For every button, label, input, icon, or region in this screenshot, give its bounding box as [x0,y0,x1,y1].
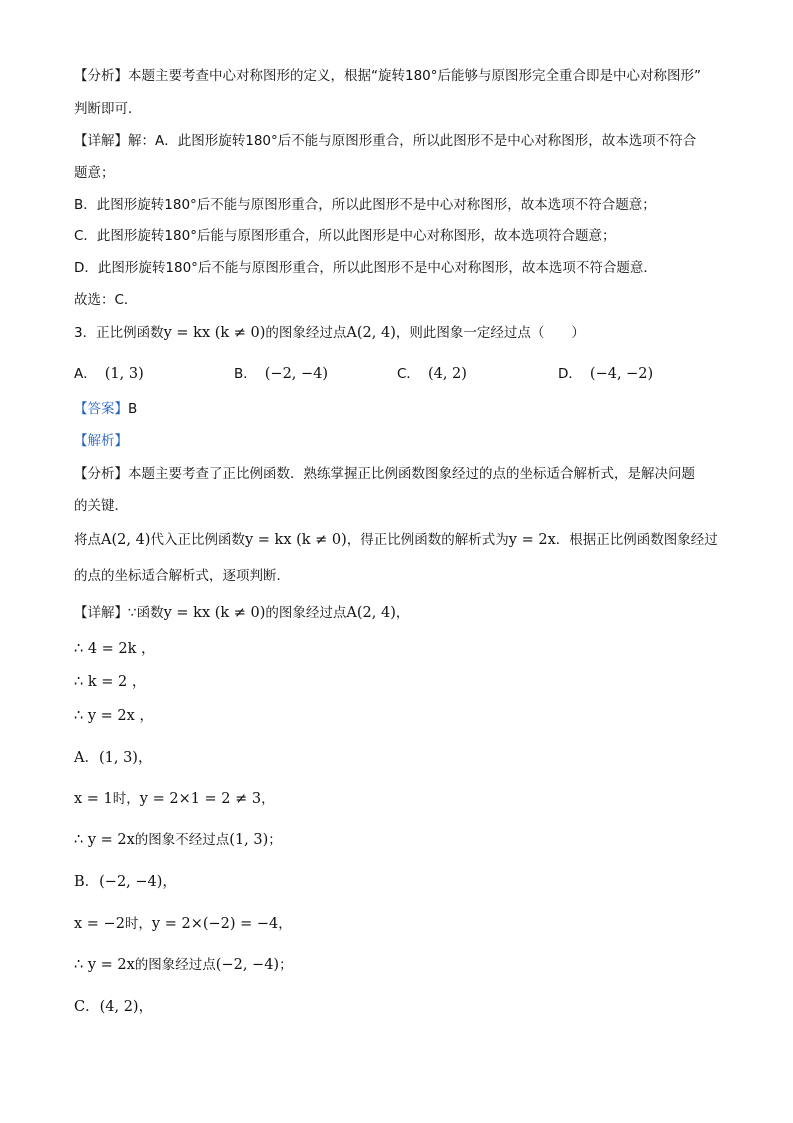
text: 的图象不经过点 [134,832,230,848]
point: (1, 3) [229,832,269,848]
stem-text-c: ，则此图象一定经过点（ ） [395,325,585,341]
check-a-result [74,830,733,850]
text: 【详解】∵函数 [74,605,164,621]
answer-tag: 【答案】 [74,401,128,417]
check-b-calc [74,914,733,934]
point: (−2, −4) [215,957,280,973]
detail3-line-2: ∴ 4 = 2k ， [74,641,156,657]
option-b-value: (−2, −4) [264,366,329,382]
x-value: x = −2 [74,916,125,932]
analysis3-line-3 [74,530,733,550]
answer-value: B [128,401,138,417]
text: ，得正比例函数的解析式为 [346,532,509,548]
point-a: A(2, 4) [101,532,151,548]
text: ．根据正比例函数图象经过 [555,532,718,548]
jiexi-line [74,431,733,451]
text: 时， [112,791,140,807]
question-3-stem [74,323,733,343]
stem-text-b: 的图象经过点 [265,325,347,341]
text: ， [278,916,292,932]
x-value: x = 1 [74,791,113,807]
analysis3-line-2: 的关键． [74,498,128,514]
text: ， [261,791,275,807]
function-expr: y = kx (k ≠ 0) [244,532,347,548]
detail3-line-4: ∴ y = 2x ， [74,708,154,724]
stem-function: y = kx (k ≠ 0) [163,325,266,341]
answer-line [74,399,733,419]
option-b-label: B． [234,366,257,382]
text: 代入正比例函数 [150,532,245,548]
option-a-label: A． [74,366,97,382]
text: 的图象经过点 [265,605,347,621]
option-d-label: D． [558,366,582,382]
check-a-calc [74,789,733,809]
check-b-head: B．(−2, −4)， [74,874,177,890]
text: 的图象经过点 [134,957,216,973]
check-c-head: C．(4, 2)， [74,999,154,1015]
option-d [558,364,653,384]
y-calc: y = 2×(−2) = −4 [151,916,279,932]
option-a [74,364,144,384]
stem-point: A(2, 4) [346,325,396,341]
function-expr: ∴ y = 2x [74,832,135,848]
text: ； [279,957,293,973]
text: 时， [124,916,152,932]
detail-line-1: 【详解】解：A．此图形旋转180°后不能与原图形重合，所以此图形不是中心对称图形，故本选项不符合 [74,133,697,149]
stem-text-a: 3．正比例函数 [74,325,164,341]
y-calc: y = 2×1 = 2 ≠ 3 [139,791,262,807]
analysis-line-2: 判断即可． [74,101,142,117]
check-b-result [74,955,733,975]
text: ， [395,605,410,621]
text: 将点 [74,532,101,548]
detail-option-d: D．此图形旋转180°后不能与原图形重合，所以此图形不是中心对称图形，故本选项不符合题意． [74,260,657,276]
detail-line-2: 题意； [74,165,115,181]
point-a: A(2, 4) [346,605,396,621]
option-d-value: (−4, −2) [589,366,654,382]
function-expr: ∴ y = 2x [74,957,135,973]
choice-line: 故选：C． [74,292,138,308]
option-c-value: (4, 2) [427,366,467,382]
detail-option-b: B．此图形旋转180°后不能与原图形重合，所以此图形不是中心对称图形，故本选项不符合题意； [74,197,656,213]
text: ； [268,832,282,848]
check-a-head: A．(1, 3)， [74,750,153,766]
analysis3-line-4: 的点的坐标适合解析式，逐项判断． [74,568,290,584]
option-a-value: (1, 3) [104,366,144,382]
analysis3-line-1: 【分析】本题主要考查了正比例函数．熟练掌握正比例函数图象经过的点的坐标适合解析式，是解决问题 [74,466,695,482]
jiexi-tag: 【解析】 [74,433,128,449]
result-expr: y = 2x [508,532,556,548]
option-c-label: C． [397,366,420,382]
option-c [397,364,467,384]
function-expr: y = kx (k ≠ 0) [163,605,266,621]
detail3-line-1 [74,603,733,623]
option-b [234,364,328,384]
analysis-line-1: 【分析】本题主要考查中心对称图形的定义，根据“旋转180°后能够与原图形完全重合即是中心对称图形” [74,68,702,84]
detail-option-c: C．此图形旋转180°后能与原图形重合，所以此图形是中心对称图形，故本选项符合题意； [74,228,616,244]
detail3-line-3: ∴ k = 2 ， [74,674,147,690]
